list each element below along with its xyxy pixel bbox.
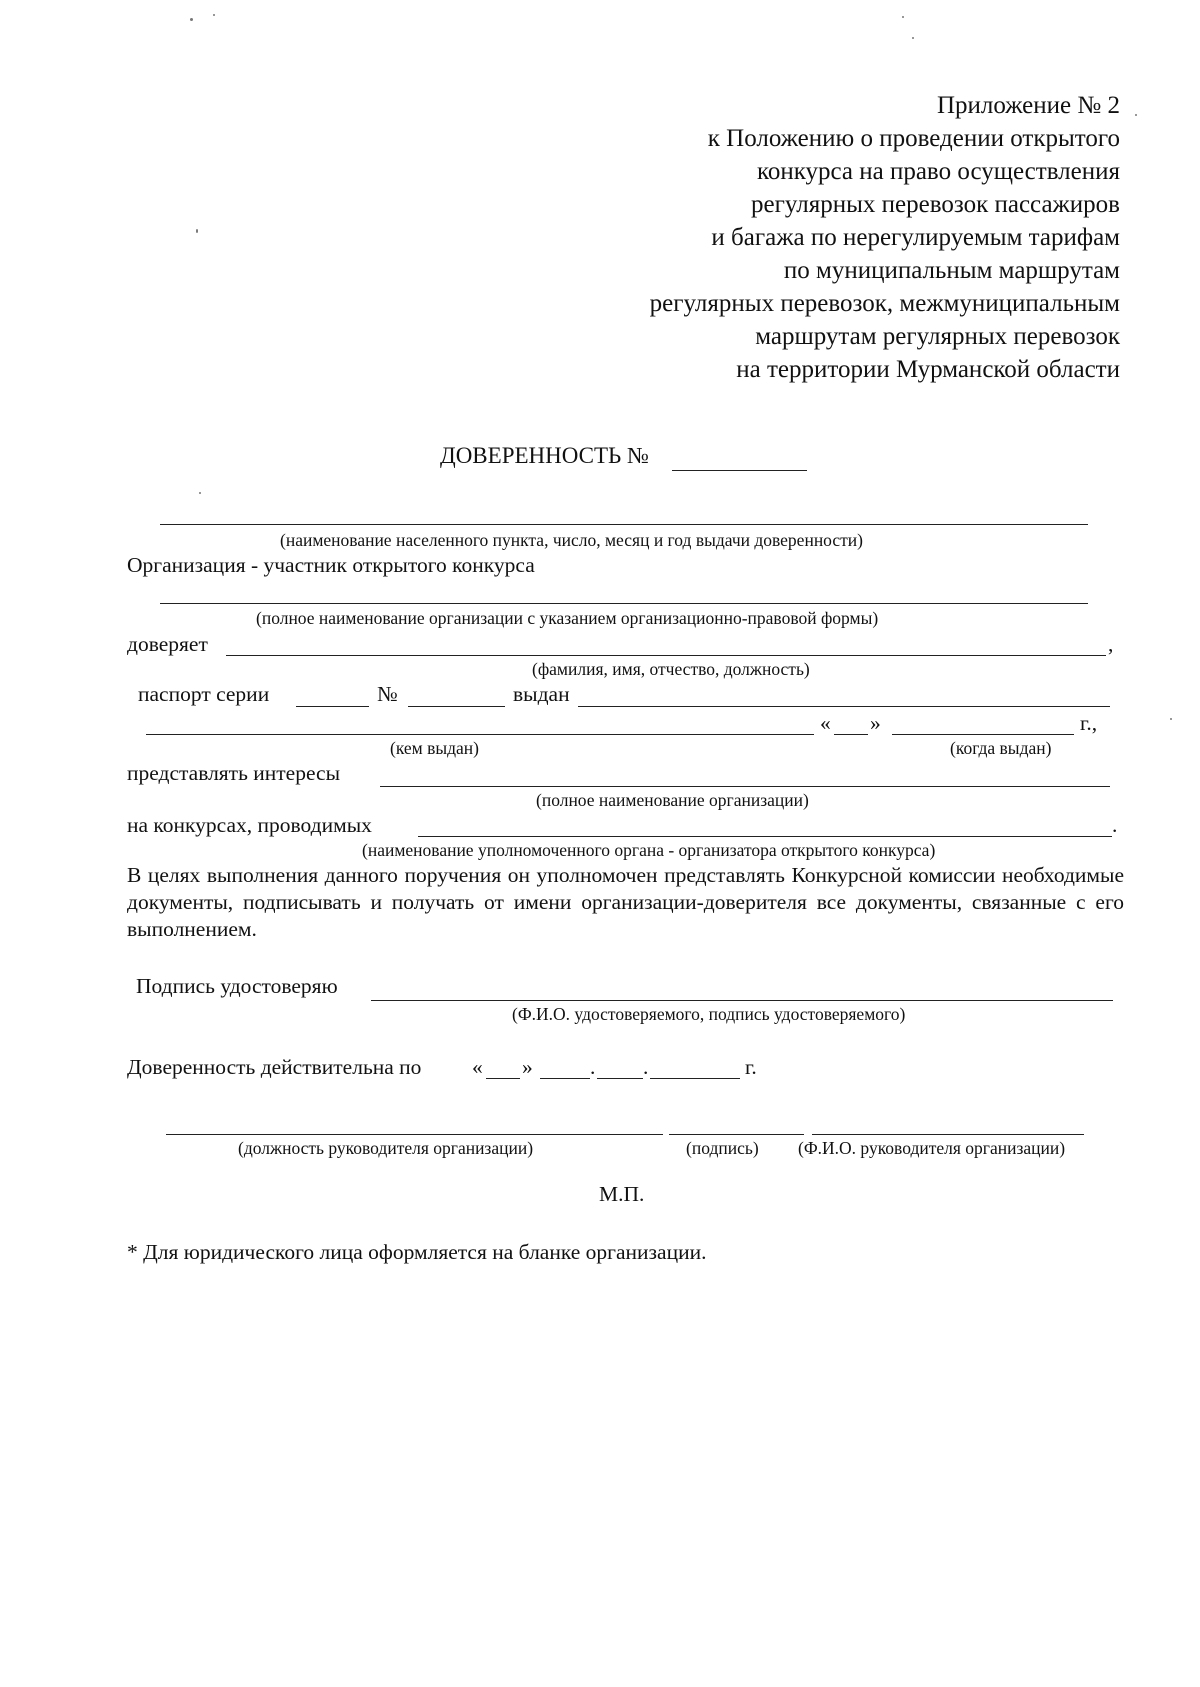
issued-label: выдан <box>513 682 570 706</box>
issued-quote-close: » <box>870 711 881 735</box>
appendix-line: по муниципальным маршрутам <box>783 257 1120 284</box>
place-date-caption: (наименование населенного пункта, число, месяц и год выдачи доверенности) <box>280 530 863 550</box>
appendix-number: Приложение № 2 <box>936 92 1120 119</box>
scan-speck <box>1170 718 1172 720</box>
appendix-line: на территории Мурманской области <box>736 356 1120 383</box>
represent-field[interactable] <box>380 786 1110 787</box>
head-name-caption: (Ф.И.О. руководителя организации) <box>798 1138 1066 1158</box>
valid-quote-close: » <box>522 1055 533 1079</box>
scan-speck <box>1135 114 1137 116</box>
head-sign-field[interactable] <box>669 1134 804 1135</box>
issued-by-field[interactable] <box>146 734 814 735</box>
trusts-comma: , <box>1108 632 1114 656</box>
signature-label: Подпись удостоверяю <box>136 974 338 998</box>
issued-when-caption: (когда выдан) <box>950 738 1052 758</box>
valid-day-field[interactable] <box>486 1078 520 1079</box>
valid-year-field[interactable] <box>650 1078 740 1079</box>
appendix-line: регулярных перевозок пассажиров <box>750 191 1120 218</box>
trusts-caption: (фамилия, имя, отчество, должность) <box>532 659 810 679</box>
issued-quote-open: « <box>820 711 831 735</box>
head-name-field[interactable] <box>812 1134 1084 1135</box>
passport-series-label: паспорт серии <box>138 682 270 706</box>
contests-period: . <box>1112 813 1118 837</box>
issued-year-suffix: г., <box>1080 711 1098 735</box>
valid-month-field[interactable] <box>540 1078 590 1079</box>
valid-month2-field[interactable] <box>597 1078 643 1079</box>
head-position-caption: (должность руководителя организации) <box>238 1138 534 1158</box>
page-title: ДОВЕРЕННОСТЬ № <box>440 443 649 468</box>
scan-speck <box>213 14 215 16</box>
org-label: Организация - участник открытого конкурса <box>127 553 535 577</box>
valid-date-dot: . <box>643 1055 649 1079</box>
contests-field[interactable] <box>418 836 1112 837</box>
footnote: * Для юридического лица оформляется на бланке организации. <box>127 1240 707 1264</box>
valid-year-suffix: г. <box>745 1055 757 1079</box>
issued-field[interactable] <box>578 706 1110 707</box>
appendix-line: и багажа по нерегулируемым тарифам <box>711 224 1120 251</box>
scan-speck <box>902 16 904 18</box>
issued-month-field[interactable] <box>892 734 1074 735</box>
contests-label: на конкурсах, проводимых <box>127 813 372 837</box>
head-sign-caption: (подпись) <box>686 1138 759 1158</box>
passport-number-field[interactable] <box>408 706 505 707</box>
head-position-field[interactable] <box>166 1134 663 1135</box>
issued-by-caption: (кем выдан) <box>390 738 479 758</box>
valid-quote-open: « <box>472 1055 483 1079</box>
contests-caption: (наименование уполномоченного органа - организатора открытого конкурса) <box>362 840 936 860</box>
org-name-field[interactable] <box>160 603 1088 604</box>
valid-label: Доверенность действительна по <box>127 1055 422 1079</box>
org-caption: (полное наименование организации с указанием организационно-правовой формы) <box>256 608 879 628</box>
appendix-line: регулярных перевозок, межмуниципальным <box>649 290 1120 317</box>
scan-speck <box>190 18 193 21</box>
authority-paragraph: В целях выполнения данного поручения он уполномочен представлять Конкурсной комиссии необходимые документы, подписывать и получать от имени организации-доверителя все документы, связанные с его выполнением. <box>127 863 1124 941</box>
seal-mark: М.П. <box>599 1182 645 1206</box>
represent-caption: (полное наименование организации) <box>536 790 809 810</box>
scan-speck <box>199 492 201 494</box>
valid-date-dot: . <box>590 1055 596 1079</box>
passport-series-field[interactable] <box>296 706 369 707</box>
scan-speck <box>196 229 198 233</box>
signature-field[interactable] <box>371 1000 1113 1001</box>
proxy-number-field[interactable] <box>672 470 807 471</box>
scan-speck <box>912 37 914 39</box>
place-date-field[interactable] <box>160 524 1088 525</box>
issued-day-field[interactable] <box>834 734 868 735</box>
signature-caption: (Ф.И.О. удостоверяемого, подпись удостоверяемого) <box>512 1004 906 1024</box>
appendix-line: к Положению о проведении открытого <box>707 125 1120 152</box>
appendix-line: маршрутам регулярных перевозок <box>755 323 1120 350</box>
trusts-label: доверяет <box>127 632 208 656</box>
appendix-line: конкурса на право осуществления <box>756 158 1120 185</box>
trustee-field[interactable] <box>226 655 1106 656</box>
represent-label: представлять интересы <box>127 761 341 785</box>
passport-number-label: № <box>377 682 398 706</box>
